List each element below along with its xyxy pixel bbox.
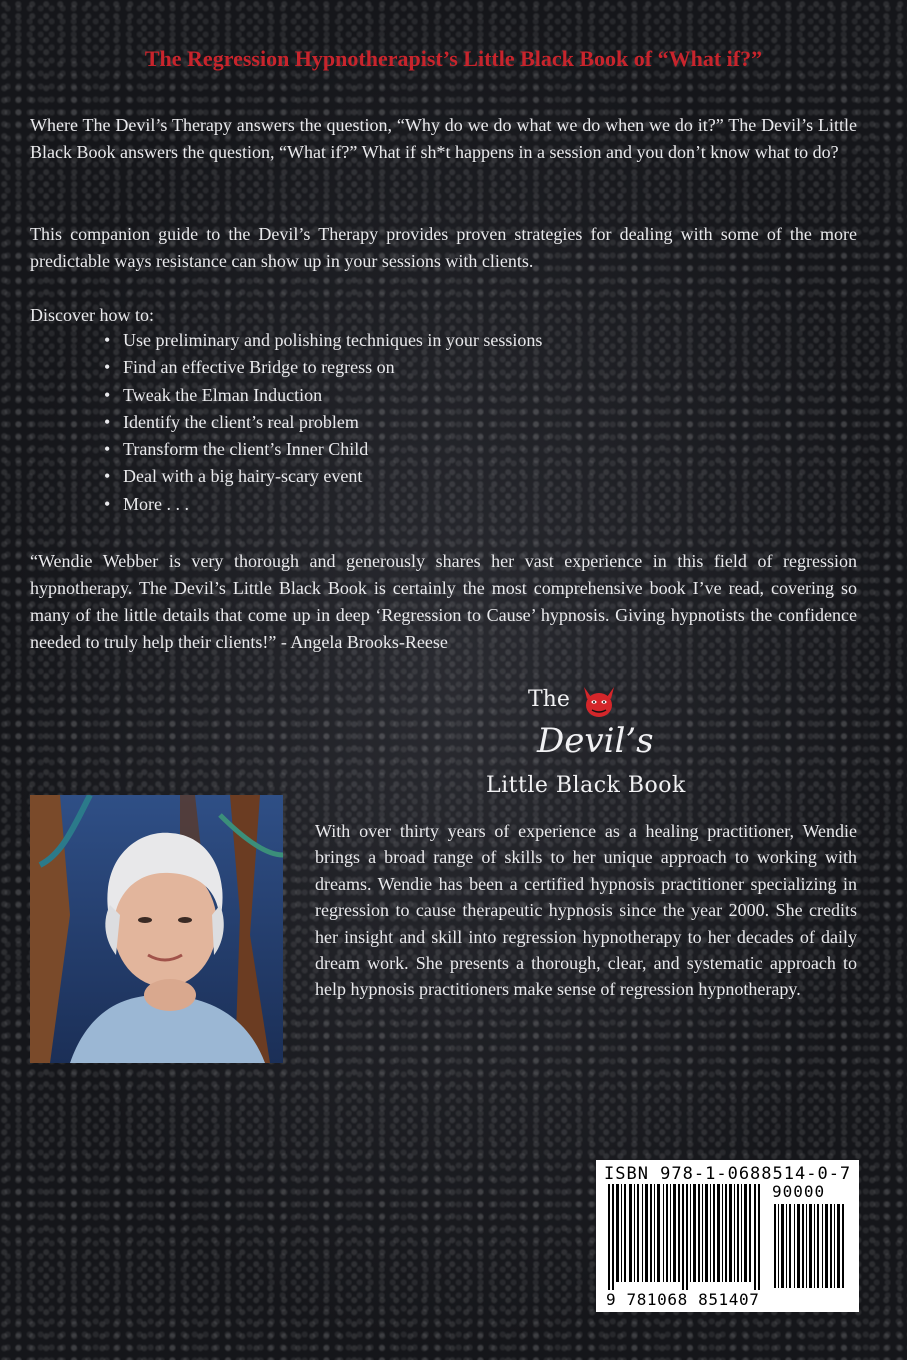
logo-subtitle: Little Black Book <box>486 773 686 798</box>
list-item: • Tweak the Elman Induction <box>104 382 542 409</box>
author-photo <box>30 795 283 1063</box>
price-code: 90000 <box>772 1182 826 1201</box>
testimonial-quote: “Wendie Webber is very thorough and generously shares her vast experience in this field of regression hypnotherapy. The Devil’s Little Black Book is certainly the most comprehensive book I’ve read, covering so many of the little details that come up in deep ‘Regression to Cause’ hypnosis. Giving hypnotists the confidence needed to truly help their clients!” - Angela Brooks-Reese <box>30 551 857 652</box>
list-item: • Find an effective Bridge to regress on <box>104 354 542 381</box>
book-logo <box>470 683 700 803</box>
intro-paragraph: Where The Devil’s Therapy answers the question, “Why do we do what we do when we do it?” The Devil’s Little Black Book answers the question, “What if?” What if sh*t happens in a session and you don’t know what to do? <box>30 115 857 162</box>
list-item: • More . . . <box>104 491 542 518</box>
companion-paragraph: This companion guide to the Devil’s Therapy provides proven strategies for dealing with some of the more predictable ways resistance can show up in your sessions with clients. <box>30 224 857 271</box>
list-item: • Transform the client’s Inner Child <box>104 436 542 463</box>
list-item: • Identify the client’s real problem <box>104 409 542 436</box>
isbn-barcode <box>596 1160 859 1312</box>
logo-the: The <box>528 687 570 712</box>
devil-icon <box>578 683 620 719</box>
ean-barcode-bars <box>606 1184 766 1290</box>
author-bio: With over thirty years of experience as a healing practitioner, Wendie brings a broad range of skills to her unique approach to working with dreams. Wendie has been a certified hypnosis practitioner specializing in regression to cause therapeutic hypnosis since the year 2000. She credits her insight and skill into regression hypnotherapy to her decades of daily dream work. She presents a thorough, clear, and systematic approach to help hypnosis practitioners make sense of regression hypnotherapy. <box>315 821 857 1000</box>
barcode-digits: 9 781068 851407 <box>606 1290 760 1309</box>
feature-list <box>104 327 542 518</box>
author-portrait-image <box>30 795 283 1063</box>
discover-heading: Discover how to: <box>30 305 154 325</box>
list-item: • Deal with a big hairy-scary event <box>104 463 542 490</box>
headline: The Regression Hypnotherapist’s Little Black Book of “What if?” <box>144 46 763 71</box>
logo-devils: Devil’s <box>537 721 654 761</box>
list-item: • Use preliminary and polishing techniques in your sessions <box>104 327 542 354</box>
addon-barcode-bars <box>772 1204 850 1288</box>
isbn-label: ISBN 978-1-0688514-0-7 <box>604 1164 852 1184</box>
